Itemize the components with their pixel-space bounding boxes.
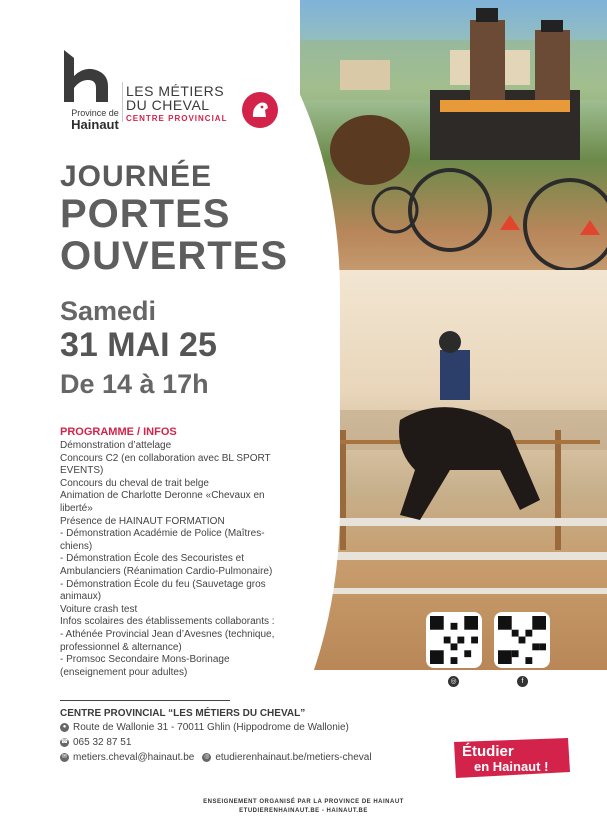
province-line2: Hainaut — [71, 117, 119, 132]
programme-item: Concours C2 (en collaboration avec BL SPORT — [60, 452, 271, 464]
contact-email-web — [60, 752, 372, 763]
event-hours: De 14 à 17h — [60, 369, 209, 399]
programme-item: Ambulanciers (Réanimation Cardio-Pulmonaire) — [60, 565, 273, 577]
metiers-line2: DU CHEVAL — [126, 97, 210, 113]
programme-item: - Démonstration Académie de Police (Maîtres- — [60, 528, 265, 540]
phone-icon: ☎ — [60, 739, 69, 745]
province-hainaut-logo-icon — [60, 48, 114, 104]
centre-provincial-label: CENTRE PROVINCIAL — [126, 114, 228, 123]
carriage-driving-photo — [300, 0, 607, 290]
website-link[interactable]: etudierenhainaut.be/metiers-cheval — [215, 752, 372, 763]
province-line1: Province de — [71, 108, 119, 118]
address-text: Route de Wallonie 31 - 70011 Ghlin (Hippodrome de Wallonie) — [73, 722, 349, 733]
programme-item: Démonstration d’attelage — [60, 440, 172, 451]
programme-item: - Athénée Provincial Jean d’Avesnes (technique, — [60, 628, 275, 640]
programme-item: - Démonstration École des Secouristes et — [60, 553, 244, 565]
web-icon: ◎ — [204, 754, 210, 760]
logo-divider — [122, 82, 123, 122]
event-date: 31 MAI 25 — [60, 326, 217, 364]
programme-item: - Démonstration École du feu (Sauvetage gros — [60, 578, 266, 590]
contact-phone — [60, 737, 131, 748]
programme-title: PROGRAMME / INFOS — [60, 426, 177, 438]
email-icon: ✉ — [61, 754, 68, 760]
programme-item: Animation de Charlotte Deronne «Chevaux en — [60, 490, 265, 502]
programme-item: (enseignement pour adultes) — [60, 666, 188, 678]
programme-item: Voiture crash test — [60, 603, 138, 615]
location-pin-icon: ● — [60, 723, 69, 732]
footer-websites: ETUDIERENHAINAUT.BE - HAINAUT.BE — [239, 808, 368, 814]
headline-portes: PORTES — [60, 192, 231, 236]
facebook-icon: f — [517, 676, 528, 687]
headline-journee: JOURNÉE — [60, 160, 213, 193]
programme-item: animaux) — [60, 591, 102, 603]
logo-block — [60, 48, 300, 132]
phone-text[interactable]: 065 32 87 51 — [73, 737, 132, 748]
programme-list — [60, 440, 340, 679]
metiers-title — [126, 84, 224, 112]
contact-title: CENTRE PROVINCIAL “LES MÉTIERS DU CHEVAL” — [60, 708, 306, 719]
etudier-en-hainaut-logo — [452, 738, 572, 778]
event-day: Samedi — [60, 296, 157, 326]
programme-item: liberté» — [60, 502, 93, 514]
programme-item: Concours du cheval de trait belge — [60, 477, 209, 489]
show-jumping-photo — [300, 270, 607, 670]
contact-address — [60, 722, 349, 733]
email-link[interactable]: metiers.cheval@hainaut.be — [73, 752, 195, 763]
programme-item: Infos scolaires des établissements collaborants : — [60, 616, 275, 628]
headline-ouvertes: OUVERTES — [60, 234, 289, 278]
badge-line1: Étudier — [462, 743, 514, 760]
programme-item: professionnel & alternance) — [60, 641, 182, 653]
qr-code-website[interactable] — [426, 612, 482, 668]
qr-code-pattern — [430, 616, 478, 664]
programme-item: EVENTS) — [60, 465, 104, 477]
badge-line2: en Hainaut ! — [474, 759, 549, 774]
programme-item: chiens) — [60, 540, 93, 552]
headline-portes-ouvertes — [60, 193, 288, 277]
horse-head-icon — [240, 90, 280, 130]
programme-item: Présence de HAINAUT FORMATION — [60, 515, 225, 527]
footer-organiser: ENSEIGNEMENT ORGANISÉ PAR LA PROVINCE DE HAINAUT — [203, 799, 404, 805]
qr-code-facebook[interactable] — [494, 612, 550, 668]
province-name — [60, 108, 130, 131]
divider-line — [60, 700, 230, 701]
programme-item: - Promsoc Secondaire Mons-Borinage — [60, 654, 230, 666]
web-icon: ◎ — [448, 676, 459, 687]
metiers-line1: LES MÉTIERS — [126, 83, 225, 99]
qr-code-pattern — [498, 616, 546, 664]
